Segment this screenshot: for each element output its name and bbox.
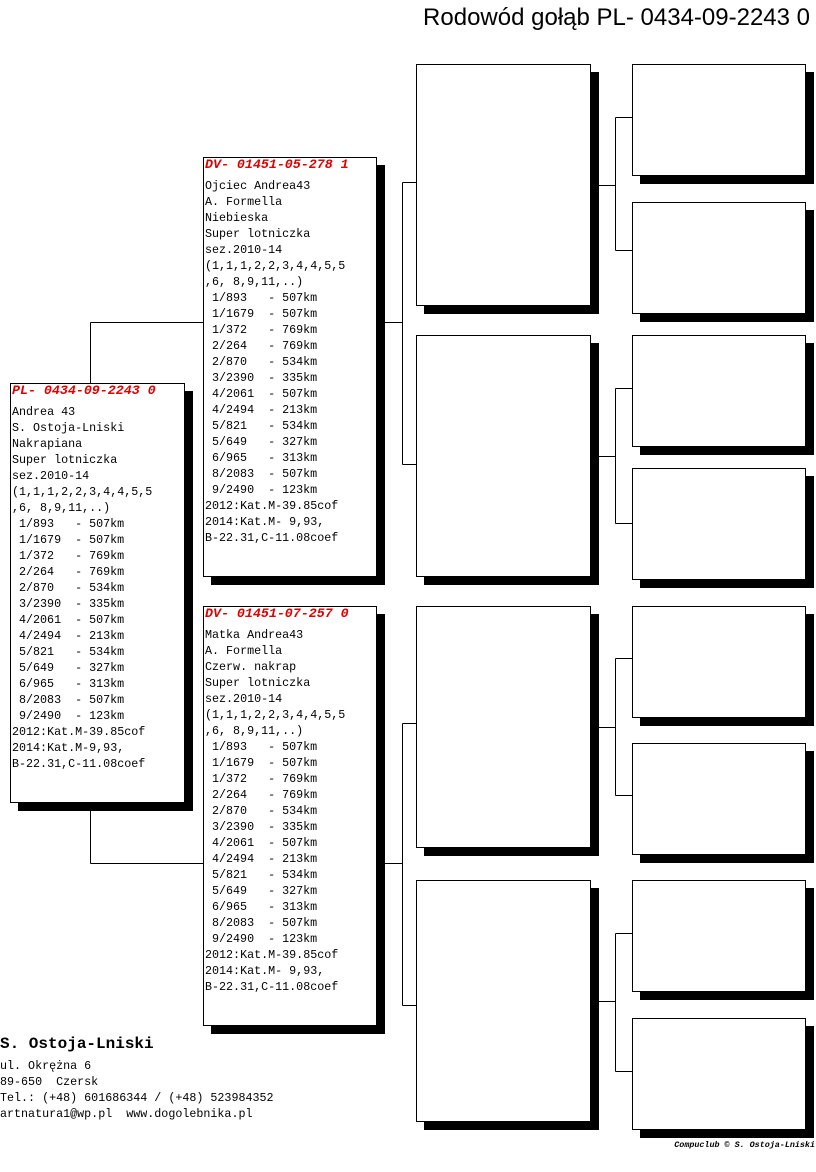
result-place: 8/2083 (19, 693, 62, 707)
subject-pigeon-box (10, 383, 185, 803)
result-separator: - (268, 435, 276, 449)
breeder-street: ul. Okrężna 6 (0, 1059, 92, 1073)
result-row (205, 787, 376, 803)
result-separator: - (75, 517, 83, 531)
result-separator: - (75, 597, 83, 611)
result-place: 4/2061 (212, 387, 255, 401)
result-row (12, 676, 184, 692)
result-separator: - (268, 371, 276, 385)
note-line: B-22.31,C-11.08coef (205, 980, 339, 994)
result-distance: 213km (282, 403, 318, 417)
maternal-granddam-box (416, 880, 591, 1122)
maternal-grandsire-box (416, 606, 591, 848)
placings-line: ,6, 8,9,11,..) (205, 275, 304, 289)
ring-number: DV- 01451-05-278 1 (205, 157, 349, 172)
result-place: 3/2390 (212, 820, 255, 834)
connector-sire-to-grandparents (377, 183, 416, 465)
result-place: 1/372 (19, 549, 55, 563)
result-place: 5/649 (212, 435, 248, 449)
document-title: Rodowód gołąb PL- 0434-09-2243 0 (423, 4, 810, 31)
result-row (205, 322, 376, 338)
result-separator: - (268, 772, 276, 786)
placings-line: ,6, 8,9,11,..) (12, 501, 111, 515)
result-place: 4/2061 (212, 836, 255, 850)
placings-list (205, 707, 376, 739)
placings-line: (1,1,1,2,2,3,4,4,5,5 (205, 259, 346, 273)
great-grandparent-box-5 (632, 606, 806, 718)
result-distance: 507km (282, 291, 318, 305)
connector-maternal-grandsire (591, 659, 632, 796)
result-separator: - (268, 291, 276, 305)
result-place: 1/1679 (212, 307, 255, 321)
season-range: sez.2010-14 (205, 243, 283, 257)
result-row (205, 290, 376, 306)
result-separator: - (268, 868, 276, 882)
result-place: 1/1679 (19, 533, 62, 547)
pigeon-name: Matka Andrea43 (205, 628, 304, 642)
result-distance: 769km (282, 772, 318, 786)
result-row (12, 548, 184, 564)
result-place: 2/870 (212, 804, 248, 818)
result-place: 9/2490 (19, 709, 62, 723)
result-row (205, 354, 376, 370)
owner-name: S. Ostoja-Lniski (12, 421, 125, 435)
result-distance: 507km (282, 740, 318, 754)
result-row (12, 708, 184, 724)
result-row (205, 851, 376, 867)
result-row (205, 418, 376, 434)
result-place: 2/264 (212, 788, 248, 802)
result-distance: 534km (89, 581, 125, 595)
result-separator: - (75, 565, 83, 579)
result-separator: - (268, 916, 276, 930)
placings-list (205, 258, 376, 290)
note-line: 2012:Kat.M-39.85cof (205, 499, 339, 513)
result-row (12, 628, 184, 644)
result-separator: - (268, 740, 276, 754)
result-row (205, 803, 376, 819)
result-separator: - (75, 629, 83, 643)
result-row (205, 931, 376, 947)
connector-dam-to-grandparents (377, 724, 416, 1006)
breeder-postal-code: 89-650 (0, 1075, 43, 1089)
season-range: sez.2010-14 (205, 692, 283, 706)
result-distance: 769km (282, 323, 318, 337)
result-distance: 769km (282, 788, 318, 802)
result-place: 1/893 (212, 740, 248, 754)
great-grandparent-box-7 (632, 880, 806, 992)
season-range: sez.2010-14 (12, 469, 90, 483)
placings-list (12, 484, 184, 516)
breeder-contact-line (0, 1106, 274, 1122)
breeder-website: www.dogolebnika.pl (126, 1107, 253, 1121)
result-place: 2/870 (212, 355, 248, 369)
result-distance: 507km (89, 693, 125, 707)
result-distance: 534km (282, 419, 318, 433)
result-place: 2/264 (19, 565, 55, 579)
result-row (12, 644, 184, 660)
result-distance: 313km (89, 677, 125, 691)
result-distance: 335km (282, 820, 318, 834)
result-separator: - (268, 836, 276, 850)
note-line: 2014:Kat.M-9,93, (12, 741, 125, 755)
breeder-city: Czersk (56, 1075, 99, 1089)
result-distance: 313km (282, 900, 318, 914)
result-separator: - (75, 661, 83, 675)
result-place: 2/870 (19, 581, 55, 595)
paternal-grandsire-box (416, 64, 591, 306)
dam-box (203, 606, 377, 1026)
result-row (205, 899, 376, 915)
result-distance: 335km (282, 371, 318, 385)
result-row (205, 450, 376, 466)
connector-paternal-grandsire (591, 118, 632, 251)
result-row (205, 835, 376, 851)
result-distance: 213km (89, 629, 125, 643)
result-distance: 769km (282, 339, 318, 353)
notes-list (12, 724, 184, 772)
result-row (205, 883, 376, 899)
result-distance: 507km (282, 836, 318, 850)
result-separator: - (75, 533, 83, 547)
result-distance: 327km (282, 884, 318, 898)
result-row (205, 370, 376, 386)
result-place: 1/893 (212, 291, 248, 305)
note-line: B-22.31,C-11.08coef (12, 757, 146, 771)
result-separator: - (268, 900, 276, 914)
result-place: 9/2490 (212, 483, 255, 497)
result-row (12, 532, 184, 548)
result-place: 5/821 (19, 645, 55, 659)
ring-number: DV- 01451-07-257 0 (205, 606, 349, 621)
result-row (205, 915, 376, 931)
result-row (205, 739, 376, 755)
result-separator: - (268, 387, 276, 401)
result-distance: 123km (282, 483, 318, 497)
plumage-color: Czerw. nakrap (205, 660, 297, 674)
result-separator: - (268, 820, 276, 834)
result-row (205, 434, 376, 450)
result-row (12, 692, 184, 708)
result-distance: 313km (282, 451, 318, 465)
result-row (12, 564, 184, 580)
placings-line: (1,1,1,2,2,3,4,4,5,5 (205, 708, 346, 722)
result-separator: - (268, 756, 276, 770)
result-place: 6/965 (19, 677, 55, 691)
result-separator: - (268, 355, 276, 369)
great-grandparent-box-4 (632, 468, 806, 580)
result-place: 3/2390 (212, 371, 255, 385)
results-list (205, 739, 376, 947)
result-row (12, 580, 184, 596)
result-place: 5/649 (19, 661, 55, 675)
result-distance: 507km (282, 467, 318, 481)
result-separator: - (268, 403, 276, 417)
result-distance: 507km (282, 916, 318, 930)
result-row (205, 482, 376, 498)
result-row (12, 516, 184, 532)
result-distance: 507km (282, 387, 318, 401)
result-distance: 507km (89, 613, 125, 627)
result-distance: 507km (89, 533, 125, 547)
result-place: 4/2061 (19, 613, 62, 627)
result-row (205, 386, 376, 402)
result-place: 1/372 (212, 772, 248, 786)
result-separator: - (268, 483, 276, 497)
result-row (205, 402, 376, 418)
notes-list (205, 947, 376, 995)
result-place: 1/372 (212, 323, 248, 337)
great-grandparent-box-6 (632, 743, 806, 855)
result-separator: - (268, 804, 276, 818)
result-separator: - (268, 339, 276, 353)
placings-line: ,6, 8,9,11,..) (205, 724, 304, 738)
result-distance: 534km (89, 645, 125, 659)
result-place: 2/264 (212, 339, 248, 353)
result-place: 9/2490 (212, 932, 255, 946)
great-grandparent-box-3 (632, 335, 806, 447)
result-separator: - (75, 693, 83, 707)
result-place: 3/2390 (19, 597, 62, 611)
result-row (205, 338, 376, 354)
result-distance: 213km (282, 852, 318, 866)
ring-number: PL- 0434-09-2243 0 (12, 383, 156, 398)
result-distance: 327km (282, 435, 318, 449)
result-separator: - (268, 467, 276, 481)
result-place: 8/2083 (212, 916, 255, 930)
result-place: 1/1679 (212, 756, 255, 770)
result-separator: - (268, 419, 276, 433)
pigeon-name: Andrea 43 (12, 405, 76, 419)
result-place: 8/2083 (212, 467, 255, 481)
connector-paternal-granddam (591, 389, 632, 524)
result-distance: 769km (89, 565, 125, 579)
sire-box (203, 157, 377, 577)
result-separator: - (75, 709, 83, 723)
result-place: 5/821 (212, 419, 248, 433)
result-separator: - (75, 613, 83, 627)
result-separator: - (268, 788, 276, 802)
results-list (205, 290, 376, 498)
breeder-phone: Tel.: (+48) 601686344 / (+48) 523984352 (0, 1091, 274, 1105)
result-place: 5/649 (212, 884, 248, 898)
result-distance: 534km (282, 868, 318, 882)
plumage-color: Niebieska (205, 211, 269, 225)
breeder-city-line (0, 1074, 274, 1090)
plumage-color: Nakrapiana (12, 437, 83, 451)
result-row (12, 596, 184, 612)
result-separator: - (268, 852, 276, 866)
result-distance: 534km (282, 804, 318, 818)
note-line: 2014:Kat.M- 9,93, (205, 515, 325, 529)
result-row (12, 660, 184, 676)
result-separator: - (75, 549, 83, 563)
result-separator: - (75, 677, 83, 691)
note-line: 2014:Kat.M- 9,93, (205, 964, 325, 978)
result-distance: 507km (282, 756, 318, 770)
result-separator: - (268, 932, 276, 946)
result-row (205, 819, 376, 835)
note-line: B-22.31,C-11.08coef (205, 531, 339, 545)
result-row (205, 306, 376, 322)
software-credit: Compuclub © S. Ostoja-Lniski (674, 1140, 815, 1150)
notes-list (205, 498, 376, 546)
result-place: 4/2494 (212, 852, 255, 866)
achievement-title: Super lotniczka (205, 227, 311, 241)
result-place: 4/2494 (212, 403, 255, 417)
result-row (12, 612, 184, 628)
result-separator: - (268, 451, 276, 465)
great-grandparent-box-1 (632, 64, 806, 176)
result-row (205, 466, 376, 482)
breeder-name: S. Ostoja-Lniski (0, 1035, 154, 1053)
result-distance: 123km (282, 932, 318, 946)
achievement-title: Super lotniczka (12, 453, 118, 467)
result-separator: - (268, 323, 276, 337)
owner-name: A. Formella (205, 644, 283, 658)
result-distance: 507km (282, 307, 318, 321)
result-place: 5/821 (212, 868, 248, 882)
result-place: 6/965 (212, 451, 248, 465)
result-distance: 534km (282, 355, 318, 369)
note-line: 2012:Kat.M-39.85cof (12, 725, 146, 739)
placings-line: (1,1,1,2,2,3,4,4,5,5 (12, 485, 153, 499)
result-row (205, 867, 376, 883)
result-distance: 327km (89, 661, 125, 675)
result-place: 1/893 (19, 517, 55, 531)
breeder-email: artnatura1@wp.pl (0, 1107, 113, 1121)
breeder-footer (0, 1034, 274, 1122)
result-distance: 335km (89, 597, 125, 611)
pigeon-name: Ojciec Andrea43 (205, 179, 311, 193)
result-separator: - (75, 581, 83, 595)
great-grandparent-box-2 (632, 202, 806, 314)
result-place: 6/965 (212, 900, 248, 914)
results-list (12, 516, 184, 724)
result-place: 4/2494 (19, 629, 62, 643)
great-grandparent-box-8 (632, 1018, 806, 1130)
paternal-granddam-box (416, 335, 591, 577)
achievement-title: Super lotniczka (205, 676, 311, 690)
connector-maternal-granddam (591, 934, 632, 1072)
note-line: 2012:Kat.M-39.85cof (205, 948, 339, 962)
owner-name: A. Formella (205, 195, 283, 209)
result-separator: - (268, 884, 276, 898)
result-distance: 123km (89, 709, 125, 723)
result-separator: - (75, 645, 83, 659)
result-distance: 507km (89, 517, 125, 531)
result-row (205, 771, 376, 787)
result-separator: - (268, 307, 276, 321)
result-distance: 769km (89, 549, 125, 563)
result-row (205, 755, 376, 771)
